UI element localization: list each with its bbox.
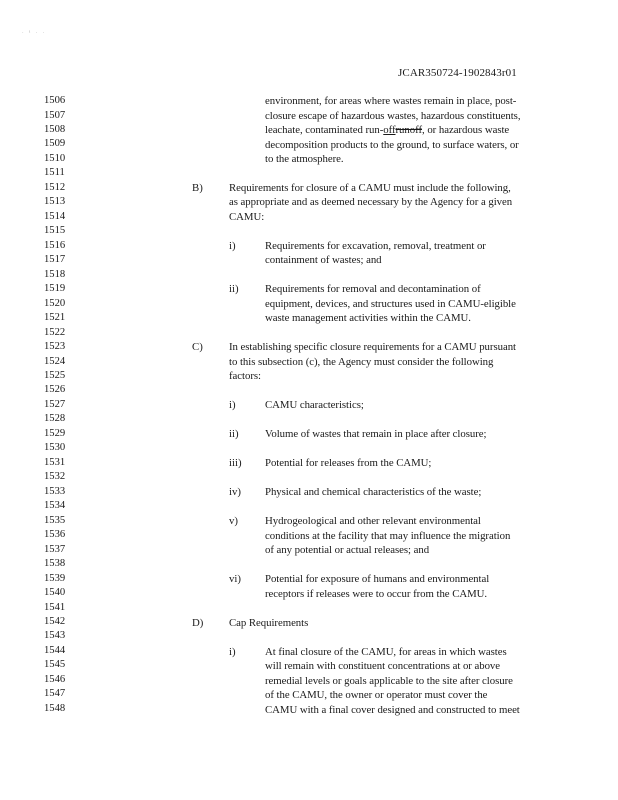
text-line-amended bbox=[265, 124, 509, 136]
scan-marks: · ¹ · · bbox=[22, 31, 47, 36]
subsection-marker: D) bbox=[192, 617, 204, 629]
text-line: Requirements for closure of a CAMU must include the following, bbox=[229, 182, 511, 194]
text-line: At final closure of the CAMU, for areas in which wastes bbox=[265, 646, 507, 658]
text-line: Potential for releases from the CAMU; bbox=[265, 457, 432, 469]
item-marker: i) bbox=[229, 399, 236, 411]
line-number: 1548 bbox=[44, 702, 66, 714]
line-number: 1529 bbox=[44, 427, 66, 439]
inserted-text: off bbox=[383, 124, 396, 136]
text-line: Volume of wastes that remain in place after closure; bbox=[265, 428, 487, 440]
text-segment: leachate, contaminated run- bbox=[265, 124, 384, 136]
line-number: 1543 bbox=[44, 630, 66, 642]
text-line: environment, for areas where wastes remain in place, post- bbox=[265, 95, 517, 107]
item-marker: iv) bbox=[229, 486, 241, 498]
line-number: 1515 bbox=[44, 225, 66, 237]
text-line: containment of wastes; and bbox=[265, 254, 382, 266]
line-number: 1516 bbox=[44, 239, 66, 251]
line-number: 1526 bbox=[44, 384, 66, 396]
item-marker: ii) bbox=[229, 283, 239, 295]
text-line: equipment, devices, and structures used in CAMU-eligible bbox=[265, 298, 516, 310]
text-line: of any potential or actual releases; and bbox=[265, 544, 430, 556]
line-number: 1525 bbox=[44, 369, 66, 381]
line-number: 1522 bbox=[44, 326, 66, 338]
item-marker: iii) bbox=[229, 457, 242, 469]
line-number: 1508 bbox=[44, 123, 66, 135]
text-line: In establishing specific closure requirements for a CAMU pursuant bbox=[229, 341, 516, 353]
line-number: 1532 bbox=[44, 471, 66, 483]
document-id-header: JCAR350724-1902843r01 bbox=[398, 67, 517, 79]
line-number: 1539 bbox=[44, 572, 66, 584]
line-number: 1518 bbox=[44, 268, 66, 280]
text-line: receptors if releases were to occur from the CAMU. bbox=[265, 588, 488, 600]
line-number: 1514 bbox=[44, 210, 66, 222]
line-number: 1509 bbox=[44, 138, 66, 150]
line-number: 1531 bbox=[44, 456, 66, 468]
text-line: remedial levels or goals applicable to the site after closure bbox=[265, 675, 513, 687]
line-number: 1541 bbox=[44, 601, 66, 613]
line-number: 1542 bbox=[44, 615, 66, 627]
text-line: Hydrogeological and other relevant environmental bbox=[265, 515, 481, 527]
text-line: Requirements for removal and decontamination of bbox=[265, 283, 481, 295]
text-line: will remain with constituent concentrations at or above bbox=[265, 660, 501, 672]
line-number: 1521 bbox=[44, 312, 66, 324]
text-line: factors: bbox=[229, 370, 261, 382]
line-number: 1540 bbox=[44, 587, 66, 598]
line-number: 1507 bbox=[44, 109, 66, 121]
line-number: 1536 bbox=[44, 529, 66, 541]
text-line: to this subsection (c), the Agency must consider the following bbox=[229, 356, 494, 368]
line-number: 1530 bbox=[44, 442, 66, 454]
text-line: Potential for exposure of humans and environmental bbox=[265, 573, 490, 585]
line-number: 1546 bbox=[44, 673, 66, 685]
line-number: 1547 bbox=[44, 688, 66, 700]
item-marker: i) bbox=[229, 240, 236, 252]
text-line: waste management activities within the CAMU. bbox=[265, 312, 471, 324]
line-number: 1523 bbox=[44, 341, 66, 352]
text-line: as appropriate and as deemed necessary by the Agency for a given bbox=[229, 196, 513, 208]
line-number: 1537 bbox=[44, 543, 66, 555]
line-number: 1517 bbox=[44, 254, 66, 266]
text-segment: , or hazardous waste bbox=[422, 124, 510, 136]
subsection-title: Cap Requirements bbox=[229, 617, 309, 629]
item-marker: vi) bbox=[229, 573, 241, 585]
line-number: 1544 bbox=[44, 644, 66, 656]
text-line: Requirements for excavation, removal, treatment or bbox=[265, 240, 486, 252]
line-number: 1524 bbox=[44, 355, 66, 367]
text-line: CAMU characteristics; bbox=[265, 399, 364, 411]
text-line: CAMU with a final cover designed and constructed to meet bbox=[265, 704, 520, 716]
text-line: closure escape of hazardous wastes, hazardous constituents, bbox=[265, 110, 521, 122]
line-number: 1513 bbox=[44, 196, 66, 208]
line-number: 1534 bbox=[44, 500, 66, 512]
subsection-marker: B) bbox=[192, 182, 203, 194]
line-number: 1533 bbox=[44, 485, 66, 497]
line-number: 1512 bbox=[44, 181, 66, 193]
text-line: Physical and chemical characteristics of the waste; bbox=[265, 486, 482, 498]
line-number: 1520 bbox=[44, 297, 66, 309]
item-marker: v) bbox=[229, 515, 238, 527]
text-line: of the CAMU, the owner or operator must cover the bbox=[265, 689, 488, 701]
line-number: 1528 bbox=[44, 413, 66, 425]
subsection-marker: C) bbox=[192, 341, 203, 353]
line-number: 1511 bbox=[44, 167, 65, 179]
text-line: conditions at the facility that may influence the migration bbox=[265, 530, 511, 542]
line-number: 1545 bbox=[44, 659, 66, 671]
item-marker: ii) bbox=[229, 428, 239, 440]
text-line: decomposition products to the ground, to surface waters, or bbox=[265, 139, 519, 151]
line-number: 1510 bbox=[44, 152, 66, 164]
line-number: 1535 bbox=[44, 514, 66, 526]
deleted-text: runoff bbox=[395, 124, 423, 136]
text-line: to the atmosphere. bbox=[265, 153, 344, 165]
line-number: 1519 bbox=[44, 283, 66, 295]
line-number: 1538 bbox=[44, 558, 66, 569]
text-line: CAMU: bbox=[229, 211, 265, 223]
item-marker: i) bbox=[229, 646, 236, 658]
line-number: 1506 bbox=[44, 95, 66, 106]
line-number: 1527 bbox=[44, 398, 66, 410]
